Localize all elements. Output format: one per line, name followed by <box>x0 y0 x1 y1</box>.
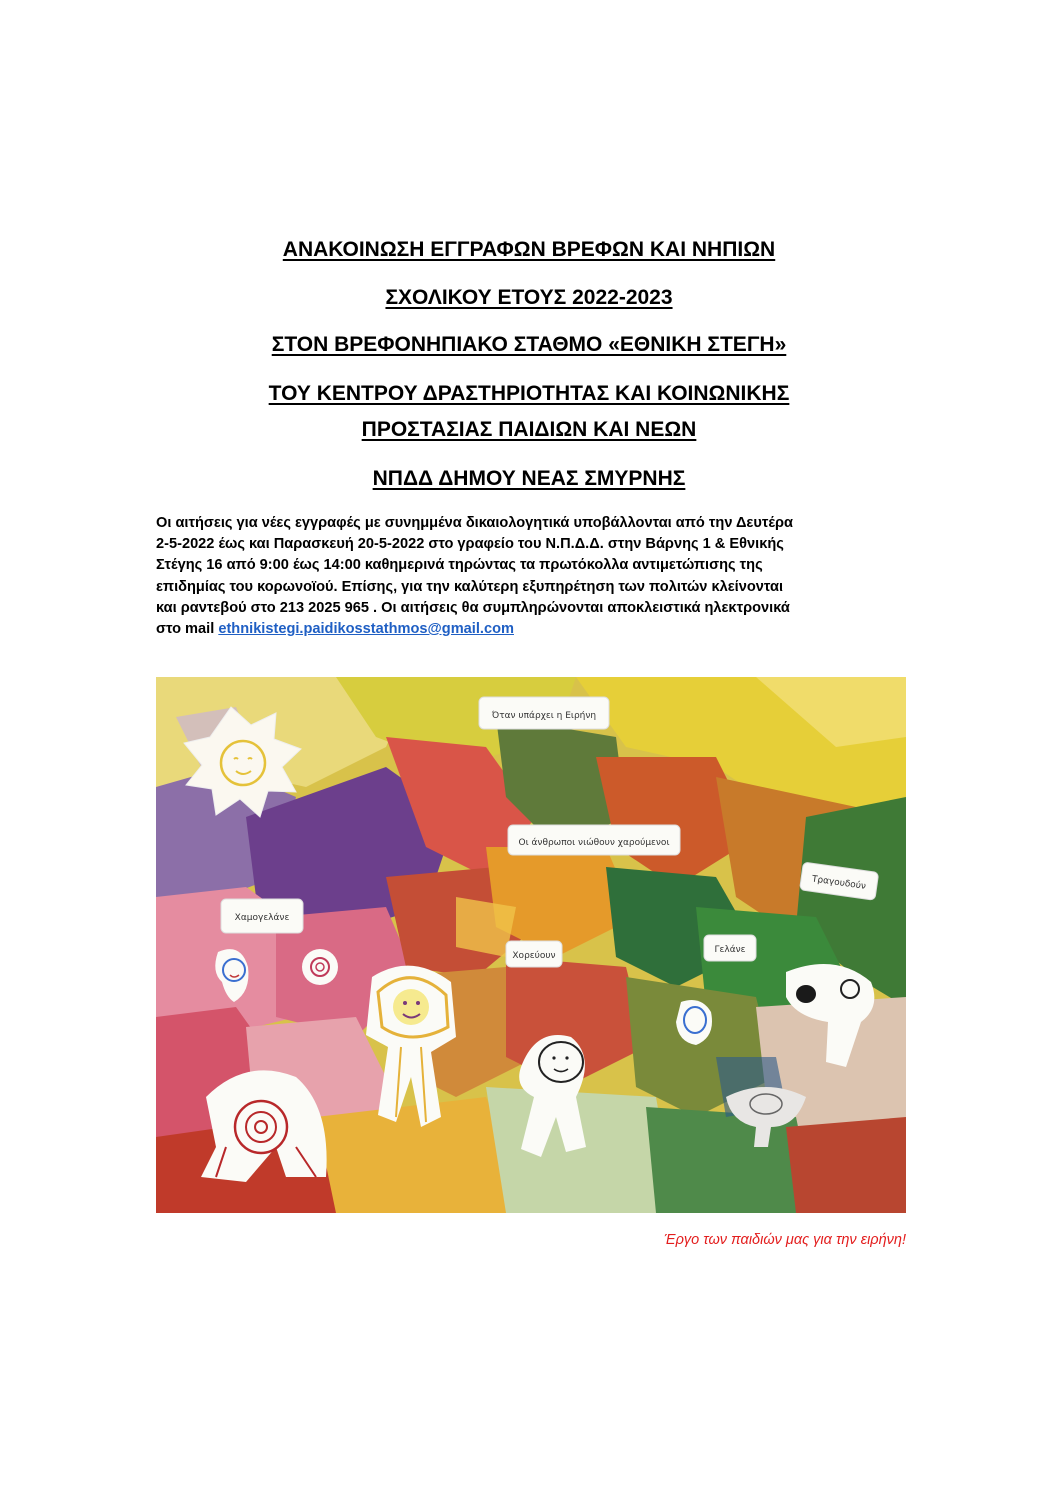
body-line: Οι αιτήσεις για νέες εγγραφές με συνημμένα δικαιολογητικά υποβάλλονται από την Δευτέρα <box>156 515 793 531</box>
children-peace-artwork <box>156 677 906 1213</box>
flower-drawing <box>302 949 338 985</box>
body-line: και ραντεβού στο 213 2025 965 . Οι αιτήσεις θα συμπληρώνονται αποκλειστικά ηλεκτρονικά <box>156 599 790 616</box>
body-line-email <box>156 619 906 640</box>
note-label <box>479 697 609 729</box>
note-text: Γελάνε <box>714 945 746 955</box>
heading-2: ΣΧΟΛΙΚΟΥ ΕΤΟΥΣ 2022-2023 <box>385 286 673 309</box>
note-text: Χαμογελάνε <box>234 913 290 923</box>
heading-4: ΤΟΥ ΚΕΝΤΡΟΥ ΔΡΑΣΤΗΡΙΟΤΗΤΑΣ ΚΑΙ ΚΟΙΝΩΝΙΚΗΣ <box>268 382 790 405</box>
body-line: 2-5-2022 έως και Παρασκευή 20-5-2022 στο γραφείο του Ν.Π.Δ.Δ. στην Βάρνης 1 & Εθνικής <box>156 536 784 553</box>
heading-1: ΑΝΑΚΟΙΝΩΣΗ ΕΓΓΡΑΦΩΝ ΒΡΕΦΩΝ ΚΑΙ ΝΗΠΙΩΝ <box>282 238 776 261</box>
heading-6: ΝΠΔΔ ΔΗΜΟΥ ΝΕΑΣ ΣΜΥΡΝΗΣ <box>372 467 686 490</box>
artwork-caption: Έργο των παιδιών μας για την ειρήνη! <box>664 1232 906 1248</box>
note-label <box>508 825 680 855</box>
note-text: Τραγουδούν <box>811 874 867 892</box>
email-link[interactable]: ethnikistegi.paidikosstathmos@gmail.com <box>218 621 514 638</box>
email-prefix: στο mail <box>156 621 219 638</box>
note-text: Χορεύουν <box>512 951 556 961</box>
heading-5: ΠΡΟΣΤΑΣΙΑΣ ΠΑΙΔΙΩΝ ΚΑΙ ΝΕΩΝ <box>361 418 697 441</box>
body-line: Στέγης 16 από 9:00 έως 14:00 καθημερινά τηρώντας τα πρωτόκολλα αντιμετώπισης της <box>156 557 763 574</box>
note-label <box>704 935 756 961</box>
note-label <box>221 899 303 933</box>
announcement-body <box>156 513 906 640</box>
body-line: επιδημίας του κορωνοϊού. Επίσης, για την καλύτερη εξυπηρέτηση των πολιτών κλείνονται <box>156 578 783 595</box>
heading-3: ΣΤΟΝ ΒΡΕΦΟΝΗΠΙΑΚΟ ΣΤΑΘΜΟ «ΕΘΝΙΚΗ ΣΤΕΓΗ» <box>271 333 787 356</box>
note-text: Οι άνθρωποι νιώθουν χαρούμενοι <box>518 838 670 848</box>
note-text: Όταν υπάρχει η Ειρήνη <box>491 711 597 721</box>
note-label <box>506 941 562 967</box>
